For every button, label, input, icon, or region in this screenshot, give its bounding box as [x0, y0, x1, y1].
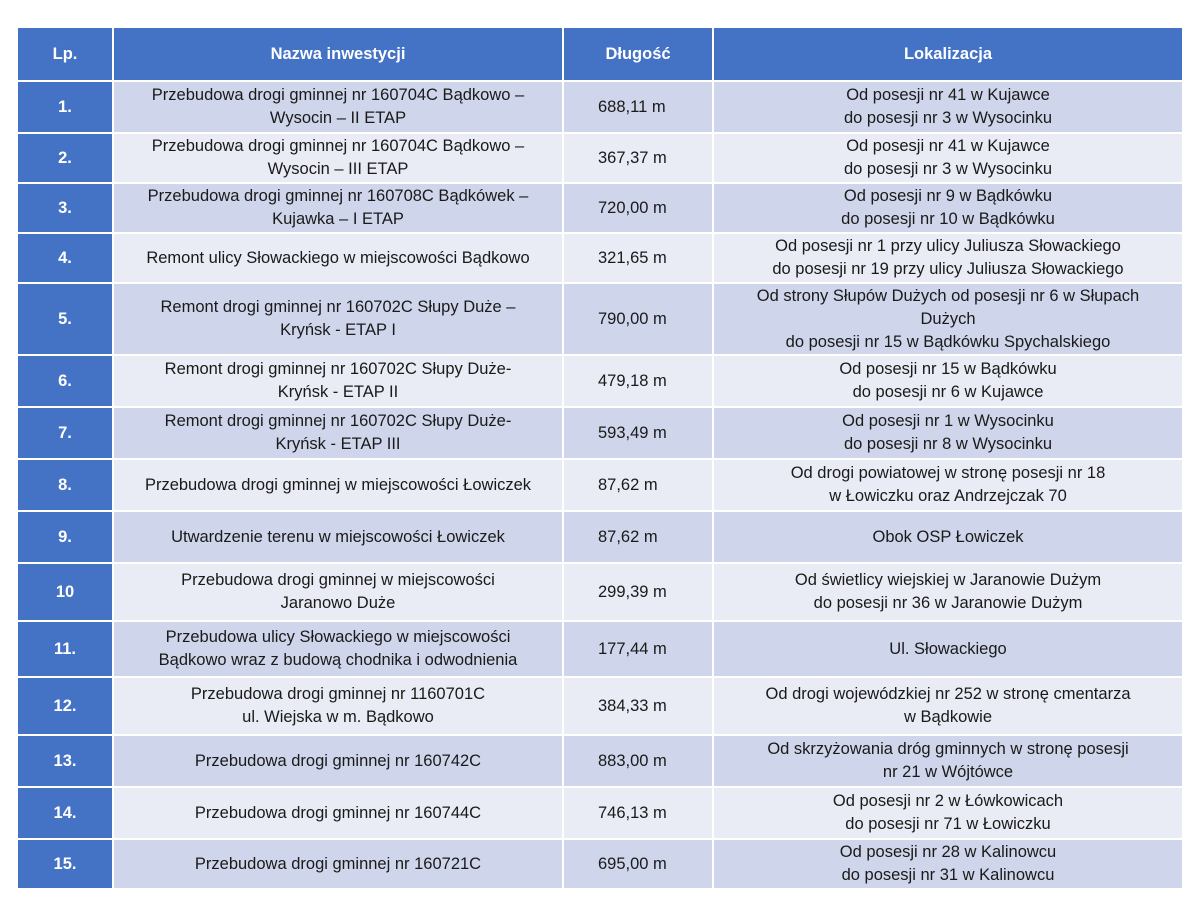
- investment-name: [113, 839, 563, 889]
- row-number: 12.: [17, 677, 113, 735]
- location-line: Od drogi powiatowej w stronę posesji nr 18: [790, 464, 1106, 482]
- investment-name-line: Bądkowo wraz z budową chodnika i odwodnienia: [158, 651, 518, 669]
- row-number: 15.: [17, 839, 113, 889]
- location-line: do posesji nr 19 przy ulicy Juliusza Słowackiego: [772, 260, 1124, 278]
- row-number: 1.: [17, 81, 113, 133]
- length-value: 593,49 m: [563, 407, 713, 459]
- investment-name-line: Utwardzenie terenu w miejscowości Łowiczek: [171, 527, 505, 546]
- investment-name-line: Kujawka – I ETAP: [272, 210, 404, 228]
- location-line: Od posesji nr 9 w Bądkówku: [843, 187, 1053, 205]
- header-row: [17, 27, 1183, 81]
- location-line: Od drogi wojewódzkiej nr 252 w stronę cmentarza: [765, 685, 1131, 703]
- investment-name-line: Przebudowa drogi gminnej nr 160744C: [194, 803, 482, 822]
- investment-name-line: Remont drogi gminnej nr 160702C Słupy Duże –: [160, 298, 516, 316]
- investment-name-line: Przebudowa ulicy Słowackiego w miejscowości: [165, 628, 511, 646]
- row-number: 9.: [17, 511, 113, 563]
- row-number: 5.: [17, 283, 113, 355]
- investment-name-line: Remont drogi gminnej nr 160702C Słupy Duże-: [164, 412, 512, 430]
- length-value: 299,39 m: [563, 563, 713, 621]
- location-line: Od posesji nr 2 w Łówkowicach: [832, 792, 1064, 810]
- investment-name: [113, 735, 563, 787]
- location: [713, 81, 1183, 133]
- location: [713, 563, 1183, 621]
- investment-name: [113, 233, 563, 283]
- investment-name-line: Przebudowa drogi gminnej w miejscowości: [181, 571, 495, 589]
- length-value: 87,62 m: [563, 459, 713, 511]
- row-number: 14.: [17, 787, 113, 839]
- investment-name: [113, 407, 563, 459]
- location: [713, 407, 1183, 459]
- row-number: 13.: [17, 735, 113, 787]
- location-line: do posesji nr 36 w Jaranowie Dużym: [813, 594, 1083, 612]
- location: [713, 621, 1183, 677]
- location: [713, 787, 1183, 839]
- length-value: 384,33 m: [563, 677, 713, 735]
- investment-name: [113, 787, 563, 839]
- location: [713, 133, 1183, 183]
- investment-name-line: Przebudowa drogi gminnej nr 160721C: [194, 854, 482, 873]
- table-row: [17, 133, 1183, 183]
- row-number: 2.: [17, 133, 113, 183]
- investment-name-line: Przebudowa drogi gminnej nr 160742C: [194, 751, 482, 770]
- row-number: 7.: [17, 407, 113, 459]
- investment-name-line: Remont drogi gminnej nr 160702C Słupy Duże-: [164, 360, 512, 378]
- row-number: 4.: [17, 233, 113, 283]
- investment-name: [113, 511, 563, 563]
- investment-name: [113, 563, 563, 621]
- investment-name-line: Remont ulicy Słowackiego w miejscowości Bądkowo: [146, 248, 530, 267]
- location-line: do posesji nr 10 w Bądkówku: [841, 210, 1055, 228]
- investment-name: [113, 677, 563, 735]
- investment-name-line: Przebudowa drogi gminnej nr 160708C Bądkówek –: [147, 187, 529, 205]
- table-row: [17, 81, 1183, 133]
- investment-name-line: Kryńsk - ETAP III: [275, 435, 401, 453]
- location: [713, 183, 1183, 233]
- location: [713, 459, 1183, 511]
- length-value: 321,65 m: [563, 233, 713, 283]
- location-line: do posesji nr 6 w Kujawce: [852, 383, 1044, 401]
- length-value: 367,37 m: [563, 133, 713, 183]
- investment-name: [113, 621, 563, 677]
- length-value: 695,00 m: [563, 839, 713, 889]
- length-value: 177,44 m: [563, 621, 713, 677]
- length-value: 479,18 m: [563, 355, 713, 407]
- investment-name-line: Kryńsk - ETAP I: [280, 321, 396, 339]
- investments-table: [16, 26, 1184, 890]
- length-value: 746,13 m: [563, 787, 713, 839]
- table-row: [17, 787, 1183, 839]
- investment-name-line: Wysocin – II ETAP: [269, 109, 407, 127]
- table-row: [17, 677, 1183, 735]
- location-line: Od posesji nr 41 w Kujawce: [846, 137, 1050, 155]
- location: [713, 839, 1183, 889]
- table-row: [17, 511, 1183, 563]
- location-line: do posesji nr 3 w Wysocinku: [843, 109, 1053, 127]
- length-value: 688,11 m: [563, 81, 713, 133]
- length-value: 720,00 m: [563, 183, 713, 233]
- table-row: [17, 183, 1183, 233]
- table-row: [17, 839, 1183, 889]
- investment-name: [113, 355, 563, 407]
- row-number: 6.: [17, 355, 113, 407]
- investment-name: [113, 81, 563, 133]
- location-line: Obok OSP Łowiczek: [872, 527, 1024, 546]
- location-line: w Łowiczku oraz Andrzejczak 70: [829, 487, 1067, 505]
- location: [713, 511, 1183, 563]
- investment-name-line: Wysocin – III ETAP: [267, 160, 409, 178]
- location-line: do posesji nr 71 w Łowiczku: [845, 815, 1051, 833]
- table-row: [17, 355, 1183, 407]
- location: [713, 355, 1183, 407]
- location: [713, 233, 1183, 283]
- investment-name-line: Przebudowa drogi gminnej nr 160704C Bądkowo –: [151, 86, 525, 104]
- location-line: Od posesji nr 28 w Kalinowcu: [839, 843, 1057, 861]
- header-lp: Lp.: [17, 27, 113, 81]
- table-row: [17, 459, 1183, 511]
- location-line: Od świetlicy wiejskiej w Jaranowie Dużym: [794, 571, 1102, 589]
- table-row: [17, 621, 1183, 677]
- row-number: 3.: [17, 183, 113, 233]
- investment-name-line: Przebudowa drogi gminnej nr 160704C Bądkowo –: [151, 137, 525, 155]
- length-value: 87,62 m: [563, 511, 713, 563]
- location-line: Od posesji nr 1 w Wysocinku: [842, 412, 1054, 430]
- header-location: Lokalizacja: [713, 27, 1183, 81]
- table-row: [17, 407, 1183, 459]
- location-line: do posesji nr 3 w Wysocinku: [843, 160, 1053, 178]
- location-line: Od skrzyżowania dróg gminnych w stronę posesji: [767, 740, 1129, 758]
- table-row: [17, 735, 1183, 787]
- location-line: Od posesji nr 15 w Bądkówku: [839, 360, 1057, 378]
- investment-name-line: Przebudowa drogi gminnej w miejscowości Łowiczek: [144, 475, 532, 494]
- row-number: 11.: [17, 621, 113, 677]
- length-value: 883,00 m: [563, 735, 713, 787]
- header-name: Nazwa inwestycji: [113, 27, 563, 81]
- investment-name-line: Jaranowo Duże: [280, 594, 396, 612]
- location-line: w Bądkowie: [903, 708, 993, 726]
- location-line: Od posesji nr 41 w Kujawce: [846, 86, 1050, 104]
- investment-name-line: Przebudowa drogi gminnej nr 1160701C: [190, 685, 486, 703]
- location-line: do posesji nr 15 w Bądkówku Spychalskiego: [785, 332, 1111, 351]
- row-number: 8.: [17, 459, 113, 511]
- location-line: nr 21 w Wójtówce: [882, 763, 1014, 781]
- location-line: Ul. Słowackiego: [889, 639, 1007, 658]
- length-value: 790,00 m: [563, 283, 713, 355]
- header-length: Długość: [563, 27, 713, 81]
- location: [713, 283, 1183, 355]
- location-line: Dużych: [920, 309, 976, 328]
- table-row: [17, 563, 1183, 621]
- table-row: [17, 283, 1183, 355]
- location: [713, 677, 1183, 735]
- location-line: Od posesji nr 1 przy ulicy Juliusza Słowackiego: [775, 237, 1121, 255]
- investment-name: [113, 133, 563, 183]
- investment-name-line: Kryńsk - ETAP II: [277, 383, 399, 401]
- location-line: Od strony Słupów Dużych od posesji nr 6 w Słupach: [756, 286, 1140, 305]
- investment-name-line: ul. Wiejska w m. Bądkowo: [242, 708, 434, 726]
- location-line: do posesji nr 31 w Kalinowcu: [841, 866, 1055, 884]
- investment-name: [113, 283, 563, 355]
- investment-name: [113, 183, 563, 233]
- location: [713, 735, 1183, 787]
- table-body: [17, 81, 1183, 889]
- table-row: [17, 233, 1183, 283]
- row-number: 10: [17, 563, 113, 621]
- location-line: do posesji nr 8 w Wysocinku: [843, 435, 1053, 453]
- investment-name: [113, 459, 563, 511]
